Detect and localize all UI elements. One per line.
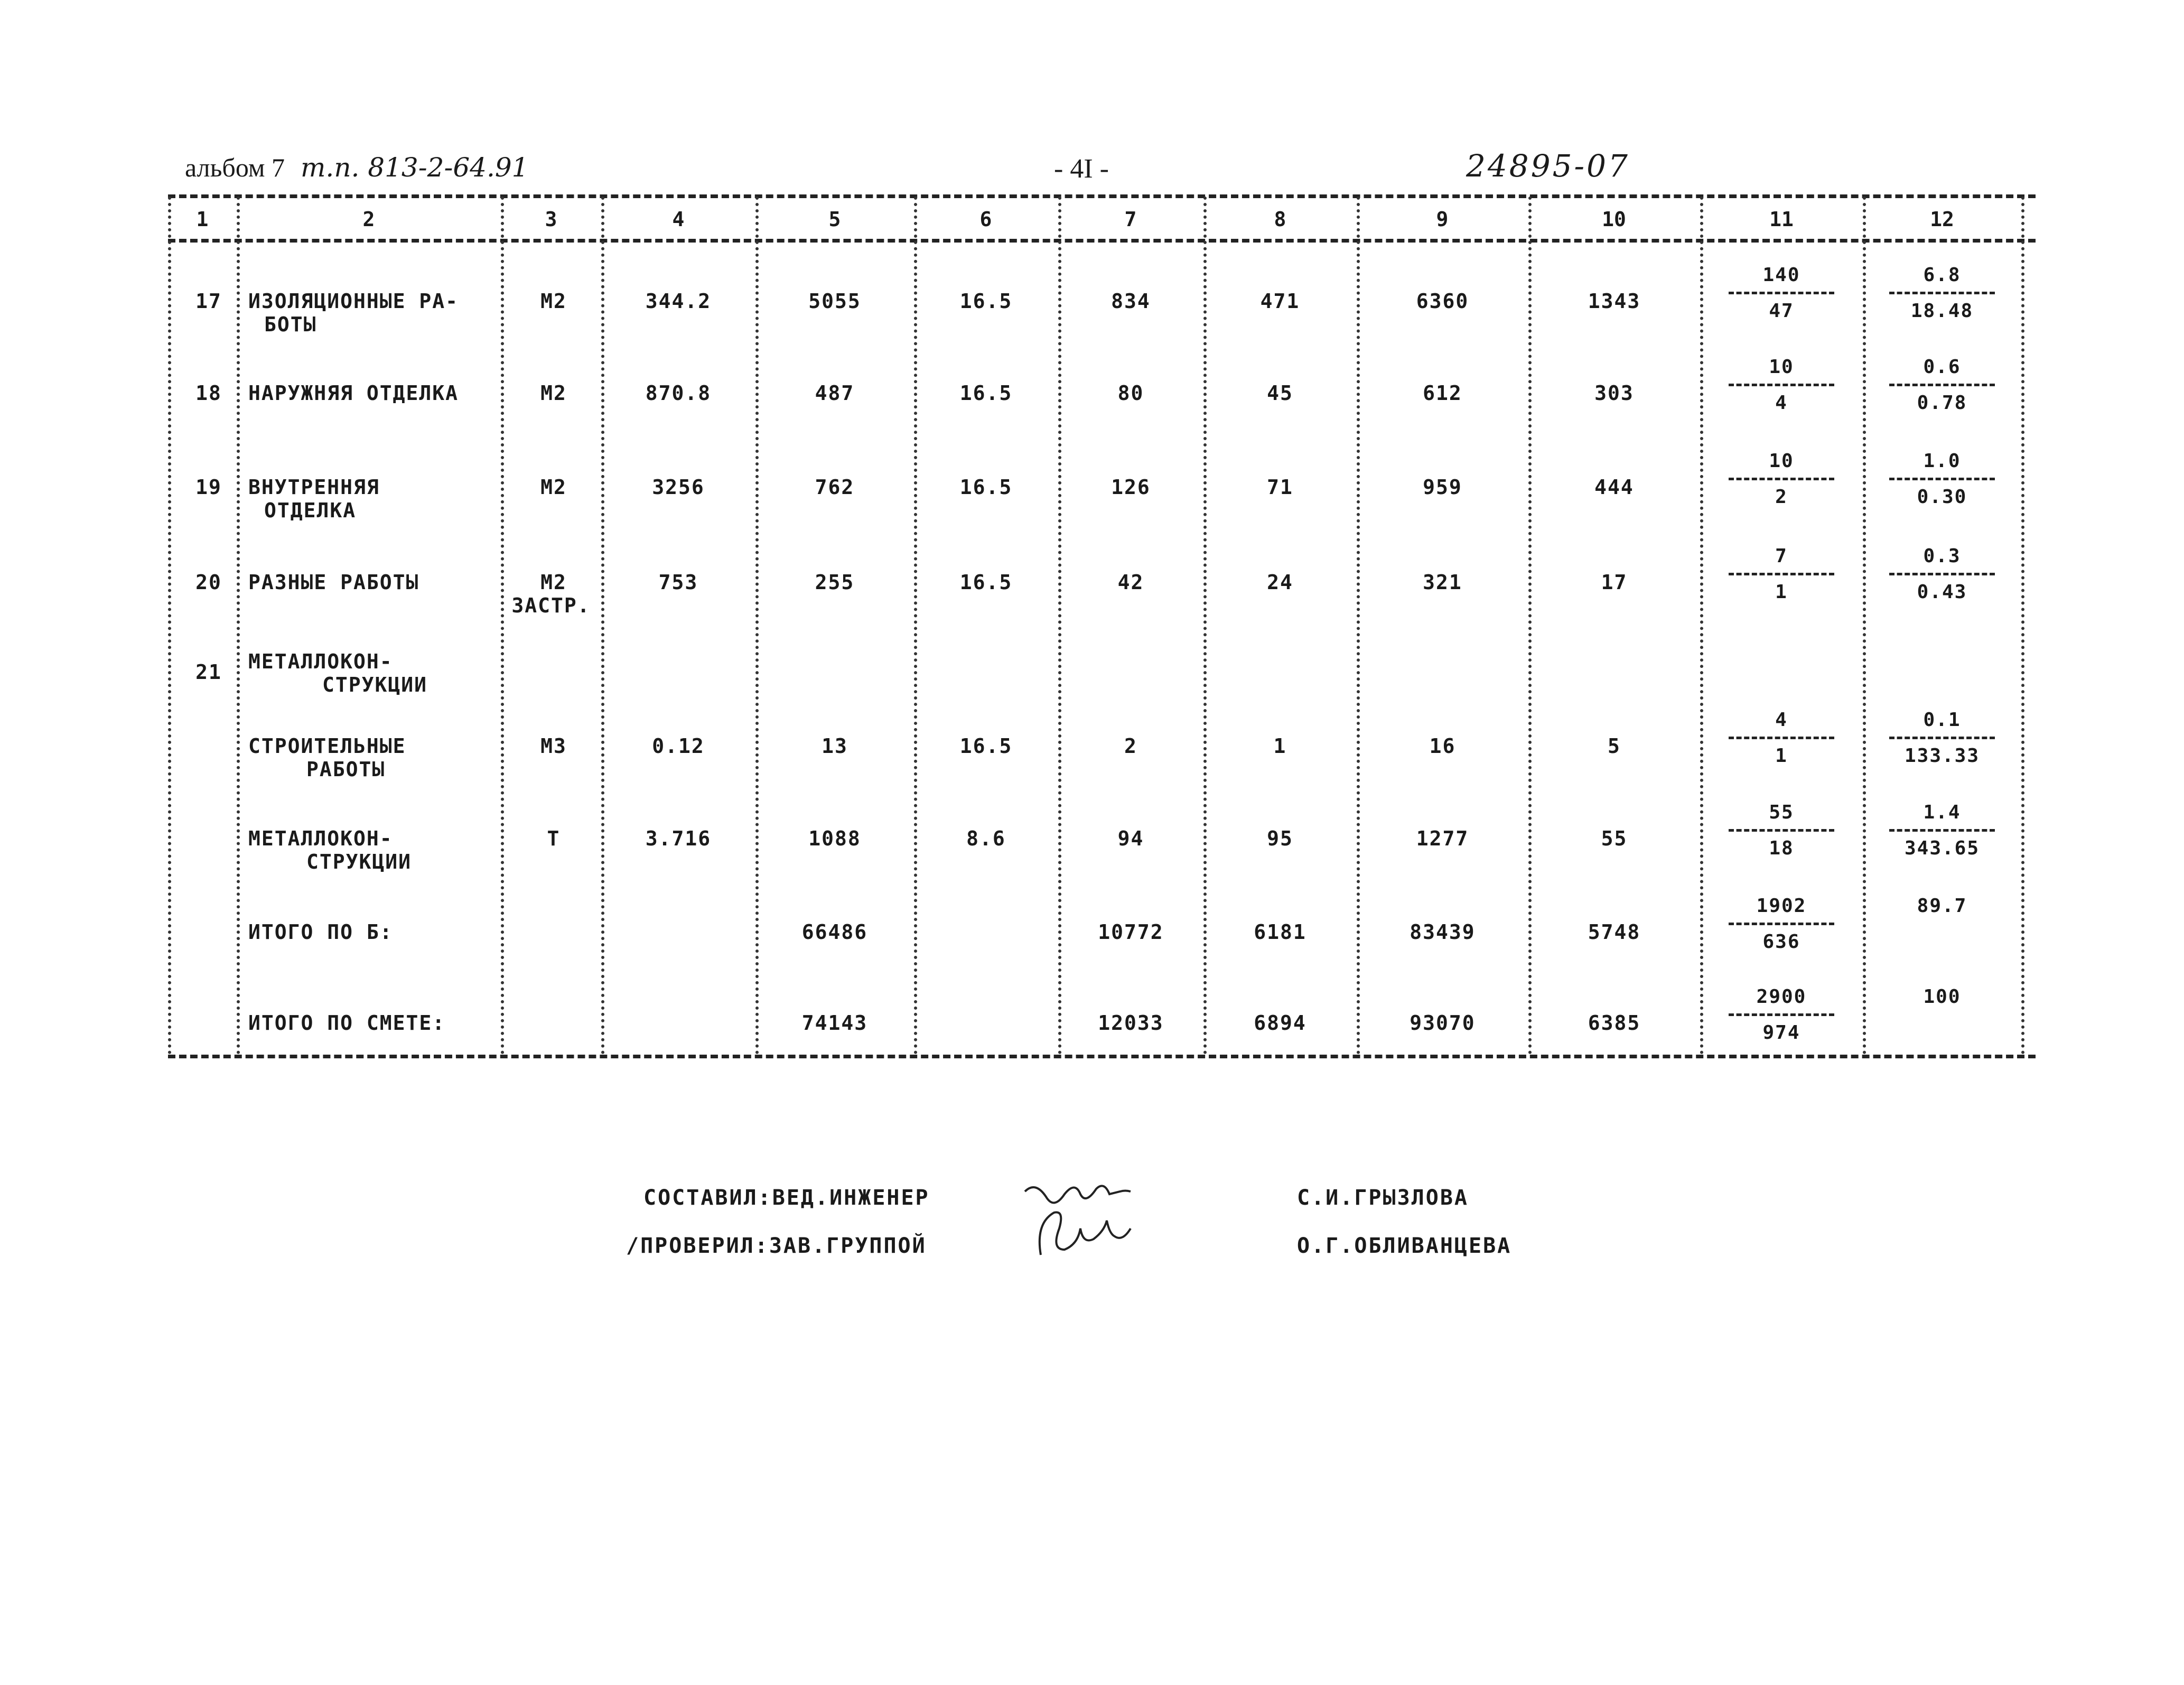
column-header: 12 — [1930, 208, 1954, 231]
row-name-cont: РАБОТЫ — [306, 758, 386, 781]
row-number: 20 — [195, 571, 222, 594]
fraction-numerator: 0.6 — [1923, 356, 1961, 378]
cell-col5: 762 — [815, 476, 855, 499]
row-unit-cont: ЗАСТР. — [511, 594, 591, 617]
column-header: 4 — [672, 208, 685, 231]
cell-col5: 74143 — [801, 1011, 868, 1035]
cell-col9: 1277 — [1416, 827, 1469, 850]
cell-col10: 303 — [1594, 381, 1634, 405]
cell-col8: 6181 — [1254, 920, 1306, 944]
cell-col6: 8.6 — [966, 827, 1006, 850]
column-header: 10 — [1602, 208, 1626, 231]
cell-col7: 94 — [1117, 827, 1144, 850]
fraction-numerator: 0.1 — [1923, 709, 1961, 731]
column-separator — [2021, 197, 2024, 1055]
row-name: РАЗНЫЕ РАБОТЫ — [248, 571, 419, 594]
column-header: 1 — [196, 208, 209, 231]
column-separator — [1528, 197, 1532, 1055]
row-name: ВНУТРЕННЯЯ — [248, 476, 380, 499]
compiled-by-label: СОСТАВИЛ:ВЕД.ИНЖЕНЕР — [643, 1186, 930, 1210]
row-unit: М2 — [540, 476, 567, 499]
cell-col6: 16.5 — [959, 476, 1013, 499]
fraction-numerator: 1.0 — [1923, 450, 1961, 472]
row-name-cont: СТРУКЦИИ — [322, 673, 428, 696]
column-header: 8 — [1274, 208, 1286, 231]
cell-col7: 42 — [1117, 571, 1144, 594]
fraction-denominator: 1 — [1775, 745, 1788, 767]
row-name: МЕТАЛЛОКОН- — [248, 827, 393, 850]
row-unit: М3 — [540, 734, 567, 758]
cell-col4: 870.8 — [645, 381, 712, 405]
cell-col7: 834 — [1111, 290, 1151, 313]
column-separator — [1203, 197, 1207, 1055]
fraction-line — [1889, 292, 1995, 294]
column-separator — [755, 197, 759, 1055]
cell-col7: 80 — [1117, 381, 1144, 405]
fraction-line — [1729, 737, 1834, 739]
column-separator — [168, 197, 171, 1055]
row-name: МЕТАЛЛОКОН- — [248, 650, 393, 673]
cell-col9: 612 — [1423, 381, 1462, 405]
table-top-rule — [168, 194, 2036, 198]
cell-col9: 6360 — [1416, 290, 1469, 313]
cell-col9: 16 — [1429, 734, 1456, 758]
fraction-line — [1729, 1013, 1834, 1016]
cell-col4: 3.716 — [645, 827, 712, 850]
fraction-denominator: 4 — [1775, 392, 1788, 414]
cell-col5: 5055 — [808, 290, 861, 313]
row-unit: М2 — [540, 290, 567, 313]
cell-col7: 12033 — [1098, 1011, 1164, 1035]
signature-compiled — [1025, 1186, 1131, 1203]
fraction-numerator: 140 — [1762, 264, 1800, 286]
cell-col4: 3256 — [652, 476, 705, 499]
fraction-numerator: 7 — [1775, 545, 1788, 567]
column-separator — [914, 197, 917, 1055]
cell-col10: 55 — [1601, 827, 1628, 850]
row-name-cont: БОТЫ — [264, 313, 317, 336]
cell-col6: 16.5 — [959, 290, 1013, 313]
cell-col10: 1343 — [1588, 290, 1641, 313]
cell-col8: 45 — [1267, 381, 1293, 405]
cell-col8: 95 — [1267, 827, 1293, 850]
cell-col4: 344.2 — [645, 290, 712, 313]
fraction-denominator: 133.33 — [1904, 745, 1980, 767]
fraction-numerator: 4 — [1775, 709, 1788, 731]
cell-col8: 6894 — [1254, 1011, 1306, 1035]
row-name-cont: ОТДЕЛКА — [264, 499, 357, 522]
row-name: ИТОГО ПО СМЕТЕ: — [248, 1011, 446, 1035]
row-unit: Т — [547, 827, 561, 850]
cell-col6: 16.5 — [959, 734, 1013, 758]
row-name: НАРУЖНЯЯ ОТДЕЛКА — [248, 381, 459, 405]
fraction-denominator: 18.48 — [1910, 300, 1974, 322]
row-number: 17 — [195, 290, 222, 313]
project-number: т.п. 813-2-64.91 — [301, 152, 529, 183]
fraction-line — [1729, 923, 1834, 925]
cell-col4: 0.12 — [652, 734, 705, 758]
column-separator — [601, 197, 604, 1055]
signature-images — [1020, 1170, 1194, 1276]
column-header: 2 — [362, 208, 375, 231]
fraction-numerator: 10 — [1769, 356, 1794, 378]
column-separator — [1863, 197, 1866, 1055]
fraction-denominator: 47 — [1769, 300, 1794, 322]
column-header: 6 — [979, 208, 992, 231]
page-number: - 4I - — [1054, 154, 1109, 184]
fraction-numerator: 1.4 — [1923, 802, 1961, 823]
row-name: ИЗОЛЯЦИОННЫЕ РА- — [248, 290, 459, 313]
fraction-numerator: 1902 — [1756, 895, 1807, 917]
cell-col7: 10772 — [1098, 920, 1164, 944]
cell-col9: 321 — [1423, 571, 1462, 594]
fraction-numerator: 100 — [1923, 986, 1961, 1008]
fraction-line — [1889, 829, 1995, 832]
fraction-line — [1729, 478, 1834, 480]
fraction-line — [1729, 829, 1834, 832]
fraction-denominator: 0.78 — [1917, 392, 1967, 414]
cell-col10: 6385 — [1588, 1011, 1641, 1035]
cell-col5: 13 — [822, 734, 848, 758]
album-label — [185, 152, 529, 183]
fraction-numerator: 2900 — [1756, 986, 1807, 1008]
fraction-numerator: 6.8 — [1923, 264, 1961, 286]
fraction-denominator: 974 — [1762, 1022, 1800, 1044]
cell-col5: 1088 — [808, 827, 861, 850]
column-separator — [1058, 197, 1061, 1055]
compiled-by-name: С.И.ГРЫЗЛОВА — [1297, 1186, 1469, 1210]
fraction-denominator: 343.65 — [1904, 837, 1980, 859]
cell-col10: 5 — [1608, 734, 1621, 758]
cell-col8: 1 — [1273, 734, 1287, 758]
fraction-denominator: 636 — [1762, 931, 1800, 953]
cell-col10: 5748 — [1588, 920, 1641, 944]
row-name-cont: СТРУКЦИИ — [306, 850, 412, 873]
cell-col8: 471 — [1260, 290, 1300, 313]
fraction-denominator: 1 — [1775, 581, 1788, 603]
cell-col7: 2 — [1124, 734, 1137, 758]
cell-col5: 255 — [815, 571, 855, 594]
cell-col5: 487 — [815, 381, 855, 405]
fraction-denominator: 2 — [1775, 486, 1788, 508]
row-number: 18 — [195, 381, 222, 405]
fraction-line — [1729, 292, 1834, 294]
row-number: 19 — [195, 476, 222, 499]
row-name: ИТОГО ПО Б: — [248, 920, 393, 944]
document-code: 24895-07 — [1466, 148, 1630, 184]
header-bottom-rule — [168, 239, 2036, 243]
fraction-numerator: 0.3 — [1923, 545, 1961, 567]
fraction-line — [1889, 478, 1995, 480]
column-header: 9 — [1436, 208, 1449, 231]
cell-col5: 66486 — [801, 920, 868, 944]
signature-checked — [1040, 1212, 1131, 1255]
fraction-line — [1889, 384, 1995, 386]
cell-col9: 93070 — [1410, 1011, 1476, 1035]
fraction-numerator: 55 — [1769, 802, 1794, 823]
checked-by-label: /ПРОВЕРИЛ:ЗАВ.ГРУППОЙ — [626, 1234, 927, 1258]
fraction-line — [1889, 573, 1995, 575]
cell-col9: 959 — [1423, 476, 1462, 499]
fraction-denominator: 0.43 — [1917, 581, 1967, 603]
cell-col10: 17 — [1601, 571, 1628, 594]
cell-col7: 126 — [1111, 476, 1151, 499]
column-separator — [501, 197, 504, 1055]
cell-col9: 83439 — [1410, 920, 1476, 944]
column-header: 5 — [828, 208, 841, 231]
row-number: 21 — [195, 660, 222, 684]
fraction-numerator: 10 — [1769, 450, 1794, 472]
cell-col8: 71 — [1267, 476, 1293, 499]
fraction-numerator: 89.7 — [1917, 895, 1967, 917]
fraction-line — [1729, 573, 1834, 575]
column-separator — [1700, 197, 1703, 1055]
checked-by-name: О.Г.ОБЛИВАНЦЕВА — [1297, 1234, 1512, 1258]
fraction-denominator: 18 — [1769, 837, 1794, 859]
row-name: СТРОИТЕЛЬНЫЕ — [248, 734, 406, 758]
fraction-line — [1729, 384, 1834, 386]
column-separator — [237, 197, 240, 1055]
album-number: альбом 7 — [185, 153, 285, 182]
cell-col8: 24 — [1267, 571, 1293, 594]
column-header: 7 — [1124, 208, 1137, 231]
column-header: 11 — [1769, 208, 1794, 231]
fraction-denominator: 0.30 — [1917, 486, 1967, 508]
cell-col10: 444 — [1594, 476, 1634, 499]
column-header: 3 — [545, 208, 557, 231]
column-separator — [1357, 197, 1360, 1055]
table-bottom-rule — [168, 1055, 2036, 1058]
cell-col6: 16.5 — [959, 381, 1013, 405]
row-unit: М2 — [540, 571, 567, 594]
fraction-line — [1889, 737, 1995, 739]
row-unit: М2 — [540, 381, 567, 405]
cell-col4: 753 — [658, 571, 698, 594]
cell-col6: 16.5 — [959, 571, 1013, 594]
